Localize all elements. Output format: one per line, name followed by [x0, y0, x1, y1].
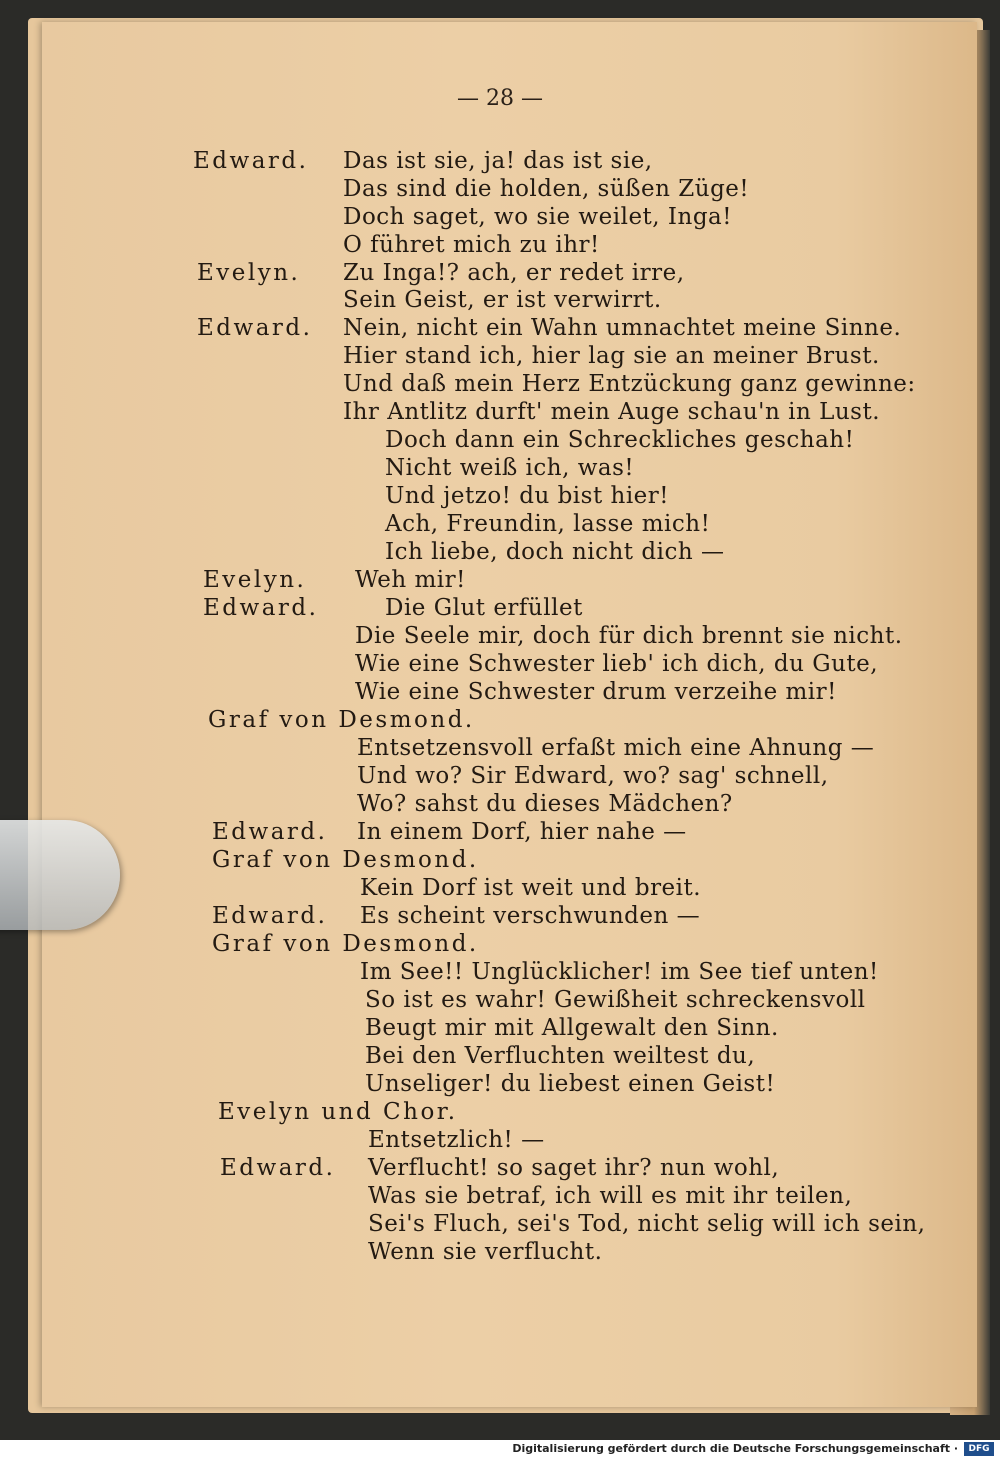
dfg-logo: DFG — [964, 1442, 994, 1456]
speaker-label: Edward. — [212, 819, 328, 845]
verse-line: In einem Dorf, hier nahe — — [357, 819, 687, 845]
verse-line: Und wo? Sir Edward, wo? sag' schnell, — [357, 763, 829, 789]
verse-line: Beugt mir mit Allgewalt den Sinn. — [365, 1015, 779, 1041]
verse-line: Unseliger! du liebest einen Geist! — [365, 1071, 776, 1097]
verse-line: Was sie betraf, ich will es mit ihr teilen, — [368, 1183, 853, 1209]
page-clip — [0, 820, 120, 930]
speaker-label: Edward. — [197, 315, 313, 341]
verse-line: O führet mich zu ihr! — [343, 232, 600, 258]
verse-line: Kein Dorf ist weit und breit. — [360, 875, 702, 901]
speaker-label: Edward. — [203, 595, 319, 621]
speaker-label: Graf von Desmond. — [208, 707, 475, 733]
verse-line: Und jetzo! du bist hier! — [385, 483, 670, 509]
speaker-label: Evelyn. — [197, 260, 301, 286]
verse-line: Entsetzensvoll erfaßt mich eine Ahnung — — [357, 735, 875, 761]
verse-line: Wenn sie verflucht. — [368, 1239, 603, 1265]
footer-credit: Digitalisierung gefördert durch die Deutsche Forschungsgemeinschaft · — [512, 1442, 958, 1455]
verse-line: Das sind die holden, süßen Züge! — [343, 176, 750, 202]
speaker-label: Graf von Desmond. — [212, 931, 479, 957]
speaker-label: Edward. — [212, 903, 328, 929]
verse-line: Bei den Verfluchten weiltest du, — [365, 1043, 756, 1069]
verse-line: Sein Geist, er ist verwirrt. — [343, 287, 662, 313]
verse-line: Es scheint verschwunden — — [360, 903, 701, 929]
speaker-label: Evelyn. — [203, 567, 307, 593]
verse-line: Und daß mein Herz Entzückung ganz gewinne: — [343, 371, 916, 397]
footer-bar — [0, 1440, 1000, 1459]
verse-line: Die Seele mir, doch für dich brennt sie nicht. — [355, 623, 903, 649]
verse-line: Ach, Freundin, lasse mich! — [385, 511, 711, 537]
speaker-label: Edward. — [220, 1155, 336, 1181]
verse-line: Ihr Antlitz durft' mein Auge schau'n in Lust. — [343, 399, 881, 425]
verse-line: Das ist sie, ja! das ist sie, — [343, 148, 653, 174]
page-number: — 28 — — [457, 86, 543, 111]
verse-line: So ist es wahr! Gewißheit schreckensvoll — [365, 987, 866, 1013]
verse-line: Zu Inga!? ach, er redet irre, — [343, 260, 685, 286]
verse-line: Wie eine Schwester lieb' ich dich, du Gute, — [355, 651, 879, 677]
speaker-label: Edward. — [193, 148, 309, 174]
verse-line: Wo? sahst du dieses Mädchen? — [357, 791, 733, 817]
verse-line: Die Glut erfüllet — [385, 595, 583, 621]
verse-line: Verflucht! so saget ihr? nun wohl, — [368, 1155, 780, 1181]
verse-line: Hier stand ich, hier lag sie an meiner Brust. — [343, 343, 880, 369]
speaker-label: Graf von Desmond. — [212, 847, 479, 873]
verse-line: Nicht weiß ich, was! — [385, 455, 635, 481]
verse-line: Weh mir! — [355, 567, 466, 593]
verse-line: Wie eine Schwester drum verzeihe mir! — [355, 679, 837, 705]
verse-line: Entsetzlich! — — [368, 1127, 545, 1153]
verse-line: Sei's Fluch, sei's Tod, nicht selig will ich sein, — [368, 1211, 926, 1237]
verse-line: Doch dann ein Schreckliches geschah! — [385, 427, 855, 453]
speaker-label: Evelyn und Chor. — [218, 1099, 458, 1125]
verse-line: Ich liebe, doch nicht dich — — [385, 539, 725, 565]
verse-line: Nein, nicht ein Wahn umnachtet meine Sinne. — [343, 315, 902, 341]
verse-line: Im See!! Unglücklicher! im See tief unten! — [360, 959, 879, 985]
verse-line: Doch saget, wo sie weilet, Inga! — [343, 204, 732, 230]
